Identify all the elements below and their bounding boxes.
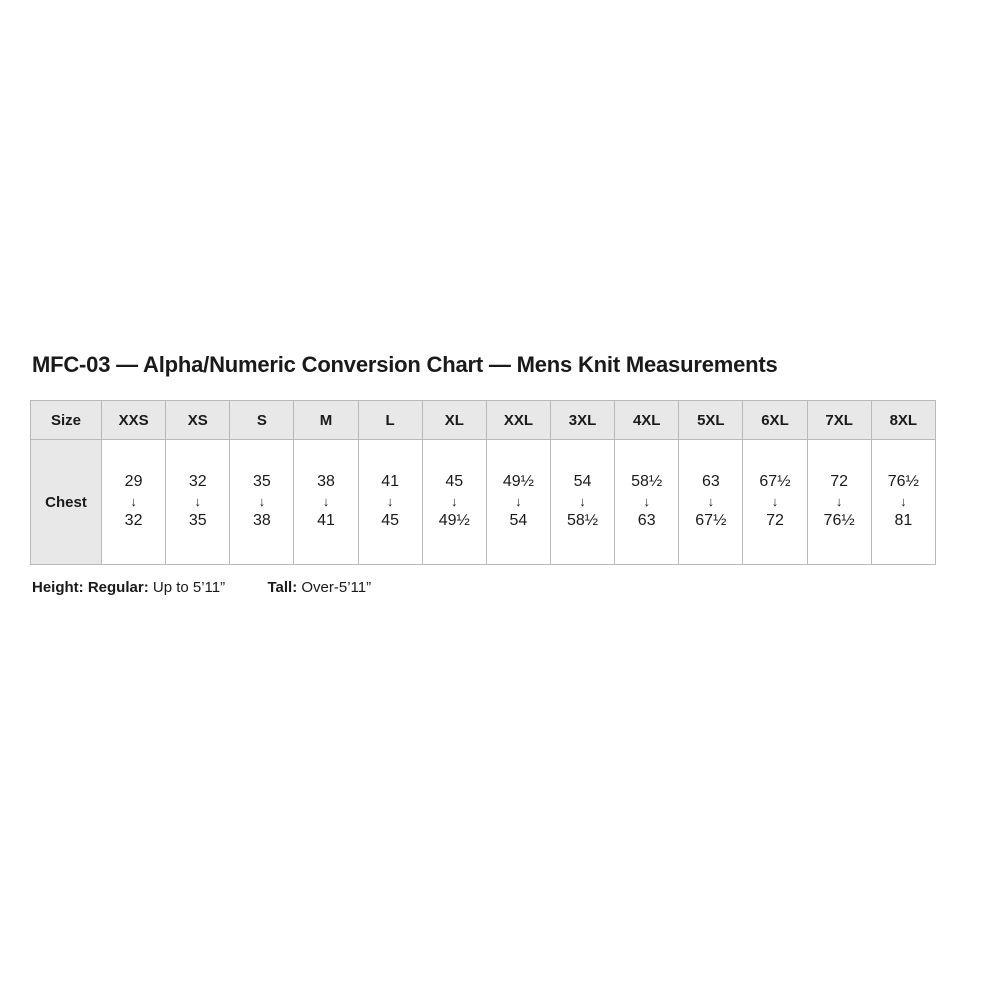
footnote-tall-label: Tall: bbox=[267, 579, 298, 596]
range-value bbox=[615, 473, 678, 530]
height-footnote bbox=[32, 579, 970, 596]
range-min: 76½ bbox=[887, 473, 919, 491]
range-min: 54 bbox=[573, 473, 592, 491]
range-value bbox=[743, 473, 806, 530]
cell-chest-xs bbox=[166, 440, 230, 565]
cell-chest-5xl bbox=[679, 440, 743, 565]
down-arrow-icon: ↓ bbox=[386, 494, 394, 510]
range-value bbox=[294, 473, 357, 530]
down-arrow-icon: ↓ bbox=[579, 494, 586, 510]
table-header bbox=[31, 401, 936, 440]
page-title: MFC-03 — Alpha/Numeric Conversion Chart — Mens Knit Measurements bbox=[32, 352, 778, 377]
range-max: 32 bbox=[124, 511, 143, 529]
range-max: 41 bbox=[317, 511, 335, 529]
range-min: 63 bbox=[701, 473, 720, 491]
range-value bbox=[872, 473, 935, 530]
cell-chest-l bbox=[358, 440, 422, 565]
range-value bbox=[230, 473, 293, 530]
cell-chest-4xl bbox=[615, 440, 679, 565]
cell-chest-3xl bbox=[550, 440, 614, 565]
down-arrow-icon: ↓ bbox=[771, 494, 779, 510]
cell-chest-xxl bbox=[486, 440, 550, 565]
range-max: 35 bbox=[188, 511, 207, 529]
range-max: 81 bbox=[894, 511, 913, 529]
column-header-6xl: 6XL bbox=[743, 401, 807, 440]
column-header-7xl: 7XL bbox=[807, 401, 871, 440]
range-min: 49½ bbox=[502, 473, 534, 491]
cell-chest-6xl bbox=[743, 440, 807, 565]
table-body bbox=[31, 440, 936, 565]
range-value bbox=[487, 473, 550, 530]
column-header-xxs: XXS bbox=[102, 401, 166, 440]
range-value bbox=[551, 473, 614, 530]
range-min: 67½ bbox=[759, 473, 791, 491]
range-min: 35 bbox=[252, 473, 271, 491]
range-value bbox=[359, 473, 422, 530]
column-header-l: L bbox=[358, 401, 422, 440]
down-arrow-icon: ↓ bbox=[194, 494, 201, 510]
cell-chest-xl bbox=[422, 440, 486, 565]
column-header-8xl: 8XL bbox=[871, 401, 935, 440]
cell-chest-s bbox=[230, 440, 294, 565]
range-max: 76½ bbox=[823, 511, 855, 529]
column-header-m: M bbox=[294, 401, 358, 440]
down-arrow-icon: ↓ bbox=[707, 494, 715, 510]
range-max: 49½ bbox=[438, 511, 470, 529]
range-value bbox=[808, 473, 871, 530]
down-arrow-icon: ↓ bbox=[130, 494, 137, 510]
range-max: 63 bbox=[637, 511, 656, 529]
column-header-size: Size bbox=[31, 401, 102, 440]
down-arrow-icon: ↓ bbox=[643, 494, 650, 510]
range-min: 29 bbox=[124, 473, 143, 491]
size-chart-sheet bbox=[30, 352, 970, 596]
range-value bbox=[423, 473, 486, 530]
range-max: 72 bbox=[766, 511, 784, 529]
range-max: 45 bbox=[381, 511, 400, 529]
range-max: 67½ bbox=[695, 511, 727, 529]
cell-chest-m bbox=[294, 440, 358, 565]
range-max: 58½ bbox=[566, 511, 599, 529]
footnote-tall-value: Over-5’11” bbox=[301, 579, 372, 596]
down-arrow-icon: ↓ bbox=[451, 494, 458, 510]
range-min: 58½ bbox=[631, 473, 663, 491]
cell-chest-8xl bbox=[871, 440, 935, 565]
footnote-regular-label: Regular: bbox=[87, 579, 149, 596]
range-value bbox=[679, 473, 742, 530]
range-min: 41 bbox=[381, 473, 400, 491]
range-max: 38 bbox=[252, 511, 271, 529]
range-min: 32 bbox=[188, 473, 207, 491]
range-max: 54 bbox=[509, 511, 528, 529]
column-header-xxl: XXL bbox=[486, 401, 550, 440]
down-arrow-icon: ↓ bbox=[835, 494, 843, 510]
down-arrow-icon: ↓ bbox=[322, 494, 330, 510]
column-header-s: S bbox=[230, 401, 294, 440]
footnote-regular-value: Up to 5’11” bbox=[152, 579, 226, 596]
column-header-xs: XS bbox=[166, 401, 230, 440]
size-chart-table bbox=[30, 400, 936, 565]
range-min: 45 bbox=[445, 473, 464, 491]
column-header-3xl: 3XL bbox=[550, 401, 614, 440]
down-arrow-icon: ↓ bbox=[258, 494, 266, 510]
footnote-height-label: Height: bbox=[32, 579, 84, 596]
down-arrow-icon: ↓ bbox=[515, 494, 522, 510]
cell-chest-xxs bbox=[102, 440, 166, 565]
range-min: 38 bbox=[317, 473, 335, 491]
down-arrow-icon: ↓ bbox=[900, 494, 907, 510]
range-min: 72 bbox=[830, 473, 849, 491]
column-header-4xl: 4XL bbox=[615, 401, 679, 440]
row-label-chest: Chest bbox=[31, 440, 102, 565]
table-header-row bbox=[31, 401, 936, 440]
range-value bbox=[166, 473, 229, 530]
column-header-xl: XL bbox=[422, 401, 486, 440]
cell-chest-7xl bbox=[807, 440, 871, 565]
range-value bbox=[102, 473, 165, 530]
table-row bbox=[31, 440, 936, 565]
column-header-5xl: 5XL bbox=[679, 401, 743, 440]
